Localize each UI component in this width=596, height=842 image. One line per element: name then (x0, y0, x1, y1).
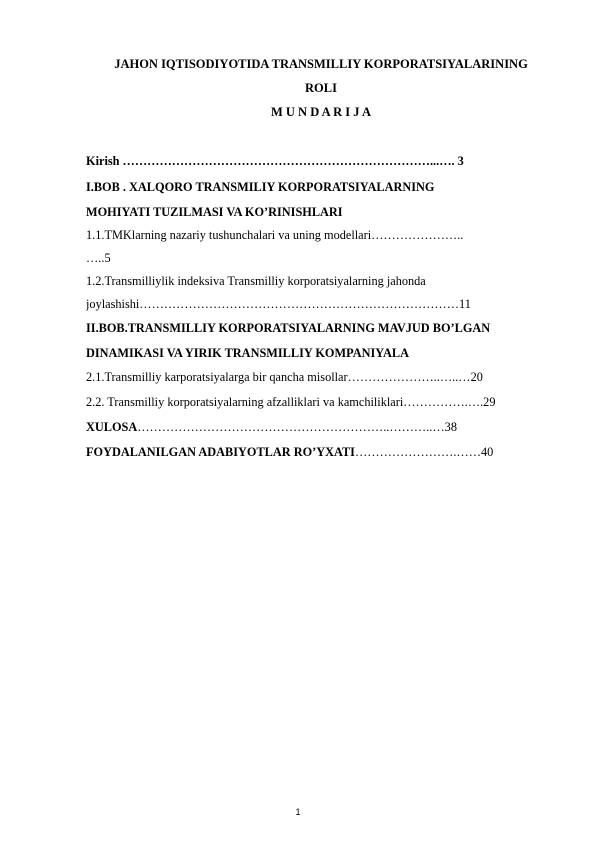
document-title-line2: ROLI (305, 81, 337, 95)
xulosa-label: XULOSA (86, 420, 138, 434)
toc-section-1-2-line1: 1.2.Transmilliylik indeksiva Transmilliy korporatsiyalarning jahonda (86, 274, 426, 288)
toc-chapter2-line1: II.BOB.TRANSMILLIY KORPORATSIYALARNING MAVJUD BO’LGAN (86, 321, 491, 335)
xulosa-leader-page: ……………………………………………………..………..…38 (137, 420, 457, 434)
adabiyotlar-label: FOYDALANILGAN ADABIYOTLAR RO’YXATI (86, 445, 355, 459)
toc-section-1-1-line2: …..5 (86, 251, 111, 265)
toc-chapter2-line2: DINAMIKASI VA YIRIK TRANSMILLIY KOMPANIYALA (86, 346, 409, 360)
page-number: 1 (295, 807, 301, 817)
toc-section-2-1: 2.1.Transmilliy karporatsiyalarga bir qancha misollar…………………..…..…20 (86, 370, 483, 384)
toc-chapter1-line1: I.BOB . XALQORO TRANSMILIY KORPORATSIYALARNING (86, 180, 435, 194)
toc-heading: M U N D A R I J A (270, 105, 371, 119)
toc-entry-adabiyotlar (86, 444, 552, 460)
toc-section-1-2-line2: joylashishi……………………………………………………………………11 (86, 297, 471, 311)
adabiyotlar-leader-page: …………………….……40 (354, 445, 494, 459)
toc-section-2-2: 2.2. Transmilliy korporatsiyalarning afzalliklari va kamchiliklari…………….….29 (86, 395, 496, 409)
toc-section-1-1-line1: 1.1.TMKlarning nazariy tushunchalari va uning modellari………………….. (86, 228, 464, 242)
toc-entry-xulosa (86, 419, 552, 435)
toc-entry-kirish: Kirish …………………………………………………………………...…. 3 (86, 154, 464, 168)
toc-chapter1-line2: MOHIYATI TUZILMASI VA KO’RINISHLARI (86, 205, 343, 219)
document-title-line1: JAHON IQTISODIYOTIDA TRANSMILLIY KORPORATSIYALARINING (114, 57, 528, 71)
